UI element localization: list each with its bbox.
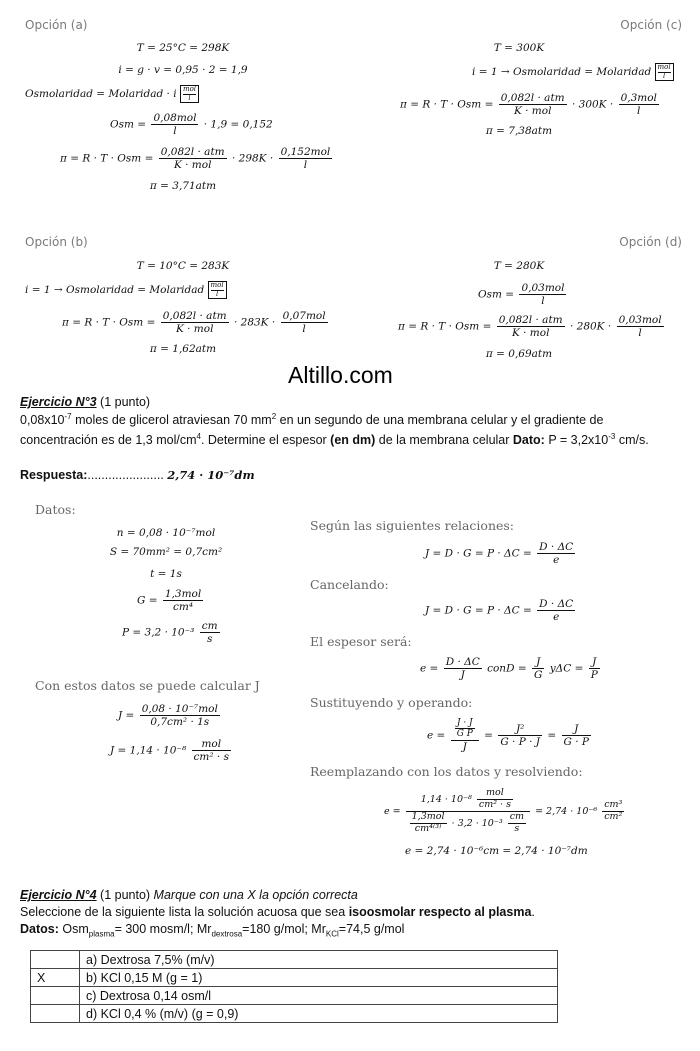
opcion-d-label: Opción (d) — [619, 235, 682, 249]
rel-heading-1: Según las siguientes relaciones: — [310, 518, 515, 533]
ej3-statement-line1: $0,08x10^{-7}$ moles de glicerol atraviesan 70 $mm^2$ en un segundo de una membrana celular y el gradiente de — [20, 412, 604, 428]
opcion-b-presion: π = R · T · Osm = $\frac{\text{0,082l · atm}}{\text{K · mol}}$ · 283K · $\frac{\text{0,07mol}}{l}$ — [62, 310, 326, 336]
option-text-b: b) KCl 0,15 M (g = 1) — [80, 969, 558, 987]
option-mark-a[interactable] — [31, 951, 80, 969]
option-mark-d[interactable] — [31, 1005, 80, 1023]
datos-s: S = 70mm² = 0,7cm² — [109, 546, 223, 558]
datos-heading: Datos: — [35, 502, 76, 517]
opcion-d-temp: T = 280K — [493, 260, 545, 272]
option-text-a: a) Dextrosa 7,5% (m/v) — [80, 951, 558, 969]
opcion-a-label: Opción (a) — [25, 18, 88, 32]
datos-j1: J = $\frac{\text{0,08 · 10⁻⁷mol}}{\text{0,7cm² · 1s}}$ — [118, 703, 218, 729]
options-table — [30, 950, 558, 1023]
ej4-heading: Ejercicio N°4 (1 punto) Marque con una X la opción correcta — [20, 888, 358, 902]
datos-j2: J = 1,14 · 10⁻⁸ $\frac{\text{mol}}{\text{cm² · s}}$ — [110, 738, 229, 764]
opcion-c-osmolaridad: i = 1 → Osmolaridad = Molaridad mol l — [472, 63, 674, 81]
rel-heading-4: Sustituyendo y operando: — [310, 695, 473, 710]
option-text-c: c) Dextrosa 0,14 osm/l — [80, 987, 558, 1005]
ej3-respuesta: Respuesta:...................... 2,74 · 10⁻⁷dm — [20, 468, 255, 482]
datos-t: t = 1s — [150, 568, 182, 580]
datos-g: G = $\frac{\text{1,3mol}}{\text{cm⁴}}$ — [137, 588, 202, 614]
opcion-b-label: Opción (b) — [25, 235, 88, 249]
opcion-c-presion: π = R · T · Osm = $\frac{\text{0,082l · atm}}{\text{K · mol}}$ · 300K · $\frac{\text{0,3mol}}{l}$ — [400, 92, 657, 118]
opcion-b-temp: T = 10°C = 283K — [136, 260, 230, 272]
opcion-a-presion: π = R · T · Osm = $\frac{\text{0,082l · atm}}{\text{K · mol}}$ · 298K · $\frac{\text{0,152mol}}{l}$ — [60, 146, 331, 172]
opcion-b-osmolaridad: i = 1 → Osmolaridad = Molaridad mol l — [25, 281, 227, 299]
opcion-a-vanthoff: i = g · v = 0,95 · 2 = 1,9 — [118, 64, 248, 76]
opcion-b-resultado: π = 1,62atm — [149, 343, 217, 355]
opcion-c-label: Opción (c) — [620, 18, 682, 32]
ej3-statement-line2: concentración es de 1,3 mol/$cm^4$. Determine el espesor (en dm) de la membrana celular Dato: $P = 3,2x10^{-3}$ cm/s. — [20, 432, 649, 448]
opcion-d-presion: π = R · T · Osm = $\frac{\text{0,082l · atm}}{\text{K · mol}}$ · 280K · $\frac{\text{0,03mol}}{l}$ — [398, 314, 662, 340]
option-text-d: d) KCl 0,4 % (m/v) (g = 0,9) — [80, 1005, 558, 1023]
rel-heading-2: Cancelando: — [310, 577, 389, 592]
option-row-c[interactable] — [31, 987, 558, 1005]
option-mark-c[interactable] — [31, 987, 80, 1005]
opcion-d-osm: Osm = $\frac{\text{0,03mol}}{l}$ — [478, 282, 565, 308]
ej4-statement: Seleccione de la siguiente lista la solución acuosa que sea isoosmolar respecto al plasma. — [20, 905, 535, 919]
rel-eq2: J = D · G = P · ΔC = $\frac{D \cdot \Delta C}{e}$ — [425, 598, 574, 624]
rel-heading-5: Reemplazando con los datos y resolviendo: — [310, 764, 583, 779]
datos-calc-heading: Con estos datos se puede calcular J — [35, 678, 260, 693]
rel-eq3: e = $\frac{D \cdot \Delta C}{J}$ conD = $\frac{J}{G}$ yΔC = $\frac{J}{P}$ — [420, 656, 598, 682]
rel-eq4: e = $\frac{\frac{J \cdot J}{\text{G P}}}{J}$ = $\frac{\text{J²}}{G \cdot P \cdot J}$ = $\frac{J}{G \cdot P}$ — [427, 718, 589, 753]
opcion-d-resultado: π = 0,69atm — [485, 348, 553, 360]
opcion-a-resultado: π = 3,71atm — [149, 180, 217, 192]
option-row-d[interactable] — [31, 1005, 558, 1023]
ej4-datos: Datos: Osm$_{plasma}$= 300 mosm/l; $Mr_{dextrosa}=180$ g/mol; $Mr_{KCl}=74,5$ g/mol — [20, 922, 405, 939]
rel-eq5: e = 1,14 · 10⁻⁸ $\frac{\text{mol}}{\text{cm² · s}}$ $\frac{\text{1,3mol}}{\text{cm⁴⁽³⁾}}$ · 3,2 · 10⁻³ $\frac{cm}{s}$ = 2,74 · 10⁻⁶ $\frac{\text{cm³}}{\text{cm²}}$ — [384, 787, 623, 834]
ej3-heading: Ejercicio N°3 (1 punto) — [20, 395, 151, 409]
datos-p: P = 3,2 · 10⁻³ $\frac{cm}{s}$ — [122, 620, 218, 646]
datos-n: n = 0,08 · 10⁻⁷mol — [116, 527, 216, 539]
option-row-a[interactable] — [31, 951, 558, 969]
rel-eq1: J = D · G = P · ΔC = $\frac{D \cdot \Delta C}{e}$ — [425, 541, 574, 567]
opcion-a-osmolaridad: Osmolaridad = Molaridad · i mol l — [25, 85, 199, 103]
opcion-a-temp: T = 25°C = 298K — [136, 42, 230, 54]
opcion-a-osm: Osm = $\frac{\text{0,08mol}}{l}$ · 1,9 = 0,152 — [110, 112, 273, 138]
rel-heading-3: El espesor será: — [310, 634, 412, 649]
option-mark-b[interactable]: X — [31, 969, 80, 987]
option-row-b[interactable] — [31, 969, 558, 987]
opcion-c-resultado: π = 7,38atm — [485, 125, 553, 137]
opcion-c-temp: T = 300K — [493, 42, 545, 54]
rel-eq6: e = 2,74 · 10⁻⁶cm = 2,74 · 10⁻⁷dm — [405, 845, 588, 857]
watermark: Altillo.com — [288, 362, 393, 388]
